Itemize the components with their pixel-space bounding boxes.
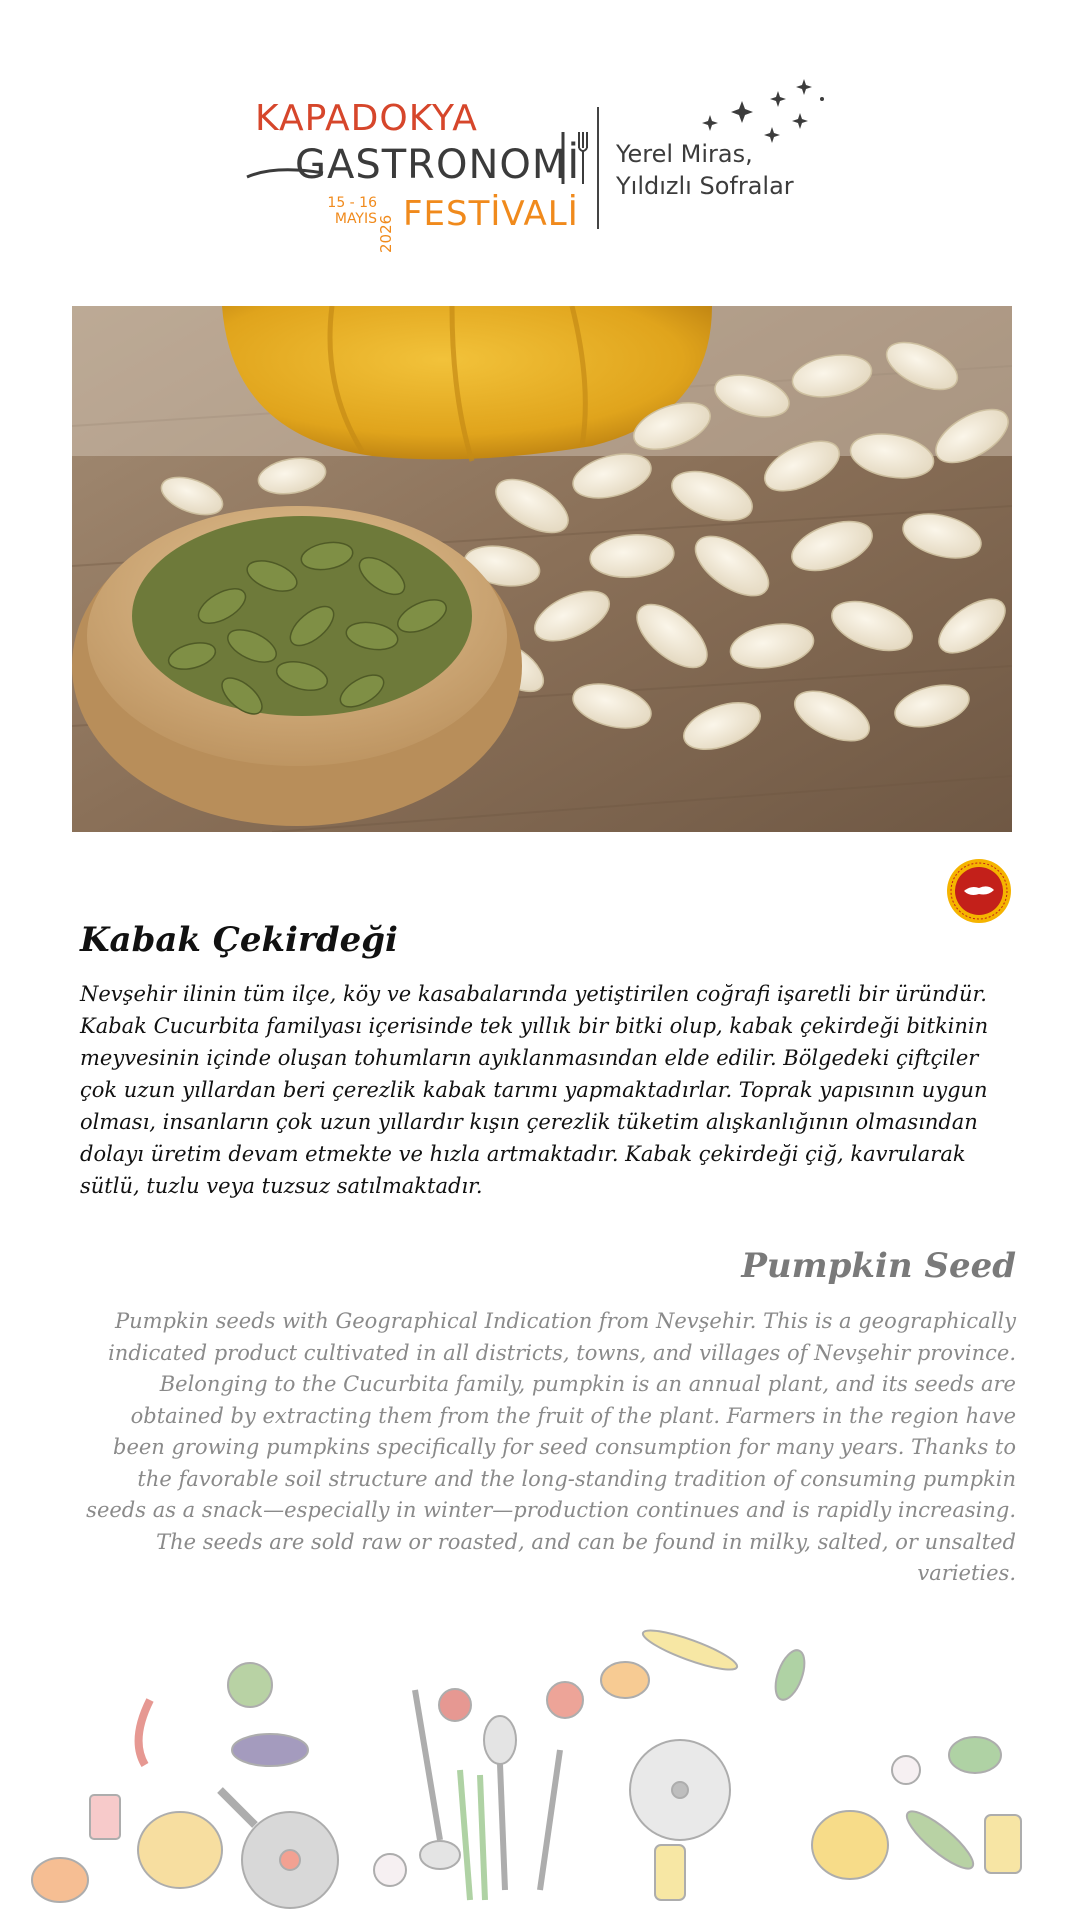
festival-logo <box>245 98 590 258</box>
logo-year: 2026 <box>377 214 395 253</box>
tagline-line1: Yerel Miras, <box>616 140 753 168</box>
logo-festivali: FESTİVALİ <box>403 194 579 234</box>
pumpkin-seeds-photo <box>72 306 1012 832</box>
stars-icon <box>700 75 840 155</box>
product-title-en: Pumpkin Seed <box>741 1246 1016 1286</box>
logo-divider <box>597 107 599 229</box>
header <box>0 0 1080 270</box>
tagline-line2: Yıldızlı Sofralar <box>616 172 794 200</box>
vegetables-illustration <box>0 1590 1080 1920</box>
logo-dates <box>325 195 377 227</box>
logo-days: 15 - 16 <box>327 195 377 211</box>
geographical-indication-badge-icon <box>946 858 1012 924</box>
utensils-icon <box>553 128 593 188</box>
product-description-en: Pumpkin seeds with Geographical Indication from Nevşehir. This is a geographically indicated product cultivated in all districts, towns, and villages of Nevşehir province. Belonging to the Cucurbita family, pumpkin is an annual plant, and its seeds are obtained by extracting them from the fruit of the plant. Farmers in the region have been growing pumpkins specifically for seed consumption for many years. Thanks to the favorable soil structure and the long-standing tradition of consuming pumpkin seeds as a snack—especially in winter—production continues and is rapidly increasing. The seeds are sold raw or roasted, and can be found in milky, salted, or unsalted varieties. <box>86 1309 1016 1585</box>
logo-kapadokya: KAPADOKYA <box>255 98 478 139</box>
product-description-tr: Nevşehir ilinin tüm ilçe, köy ve kasabalarında yetiştirilen coğrafi işaretli bir üründür. Kabak Cucurbita familyası içerisinde tek yıllık bir bitki olup, kabak çekirdeği bitkinin meyvesinin içinde oluşan tohumların ayıklanmasından elde edilir. Bölgedeki çiftçiler çok uzun yıllardan beri çerezlik kabak tarımı yapmaktadırlar. Toprak yapısının uygun olması, insanların çok uzun yıllardır kışın çerezlik tüketim alışkanlığının olmasından dolayı üretim devam etmekte ve hızla artmaktadır. Kabak çekirdeği çiğ, kavrularak sütlü, tuzlu veya tuzsuz satılmaktadır. <box>80 982 989 1198</box>
logo-gastronomi: GASTRONOMİ <box>295 142 581 188</box>
product-title-tr: Kabak Çekirdeği <box>80 920 398 960</box>
logo-month: MAYIS <box>334 211 377 227</box>
